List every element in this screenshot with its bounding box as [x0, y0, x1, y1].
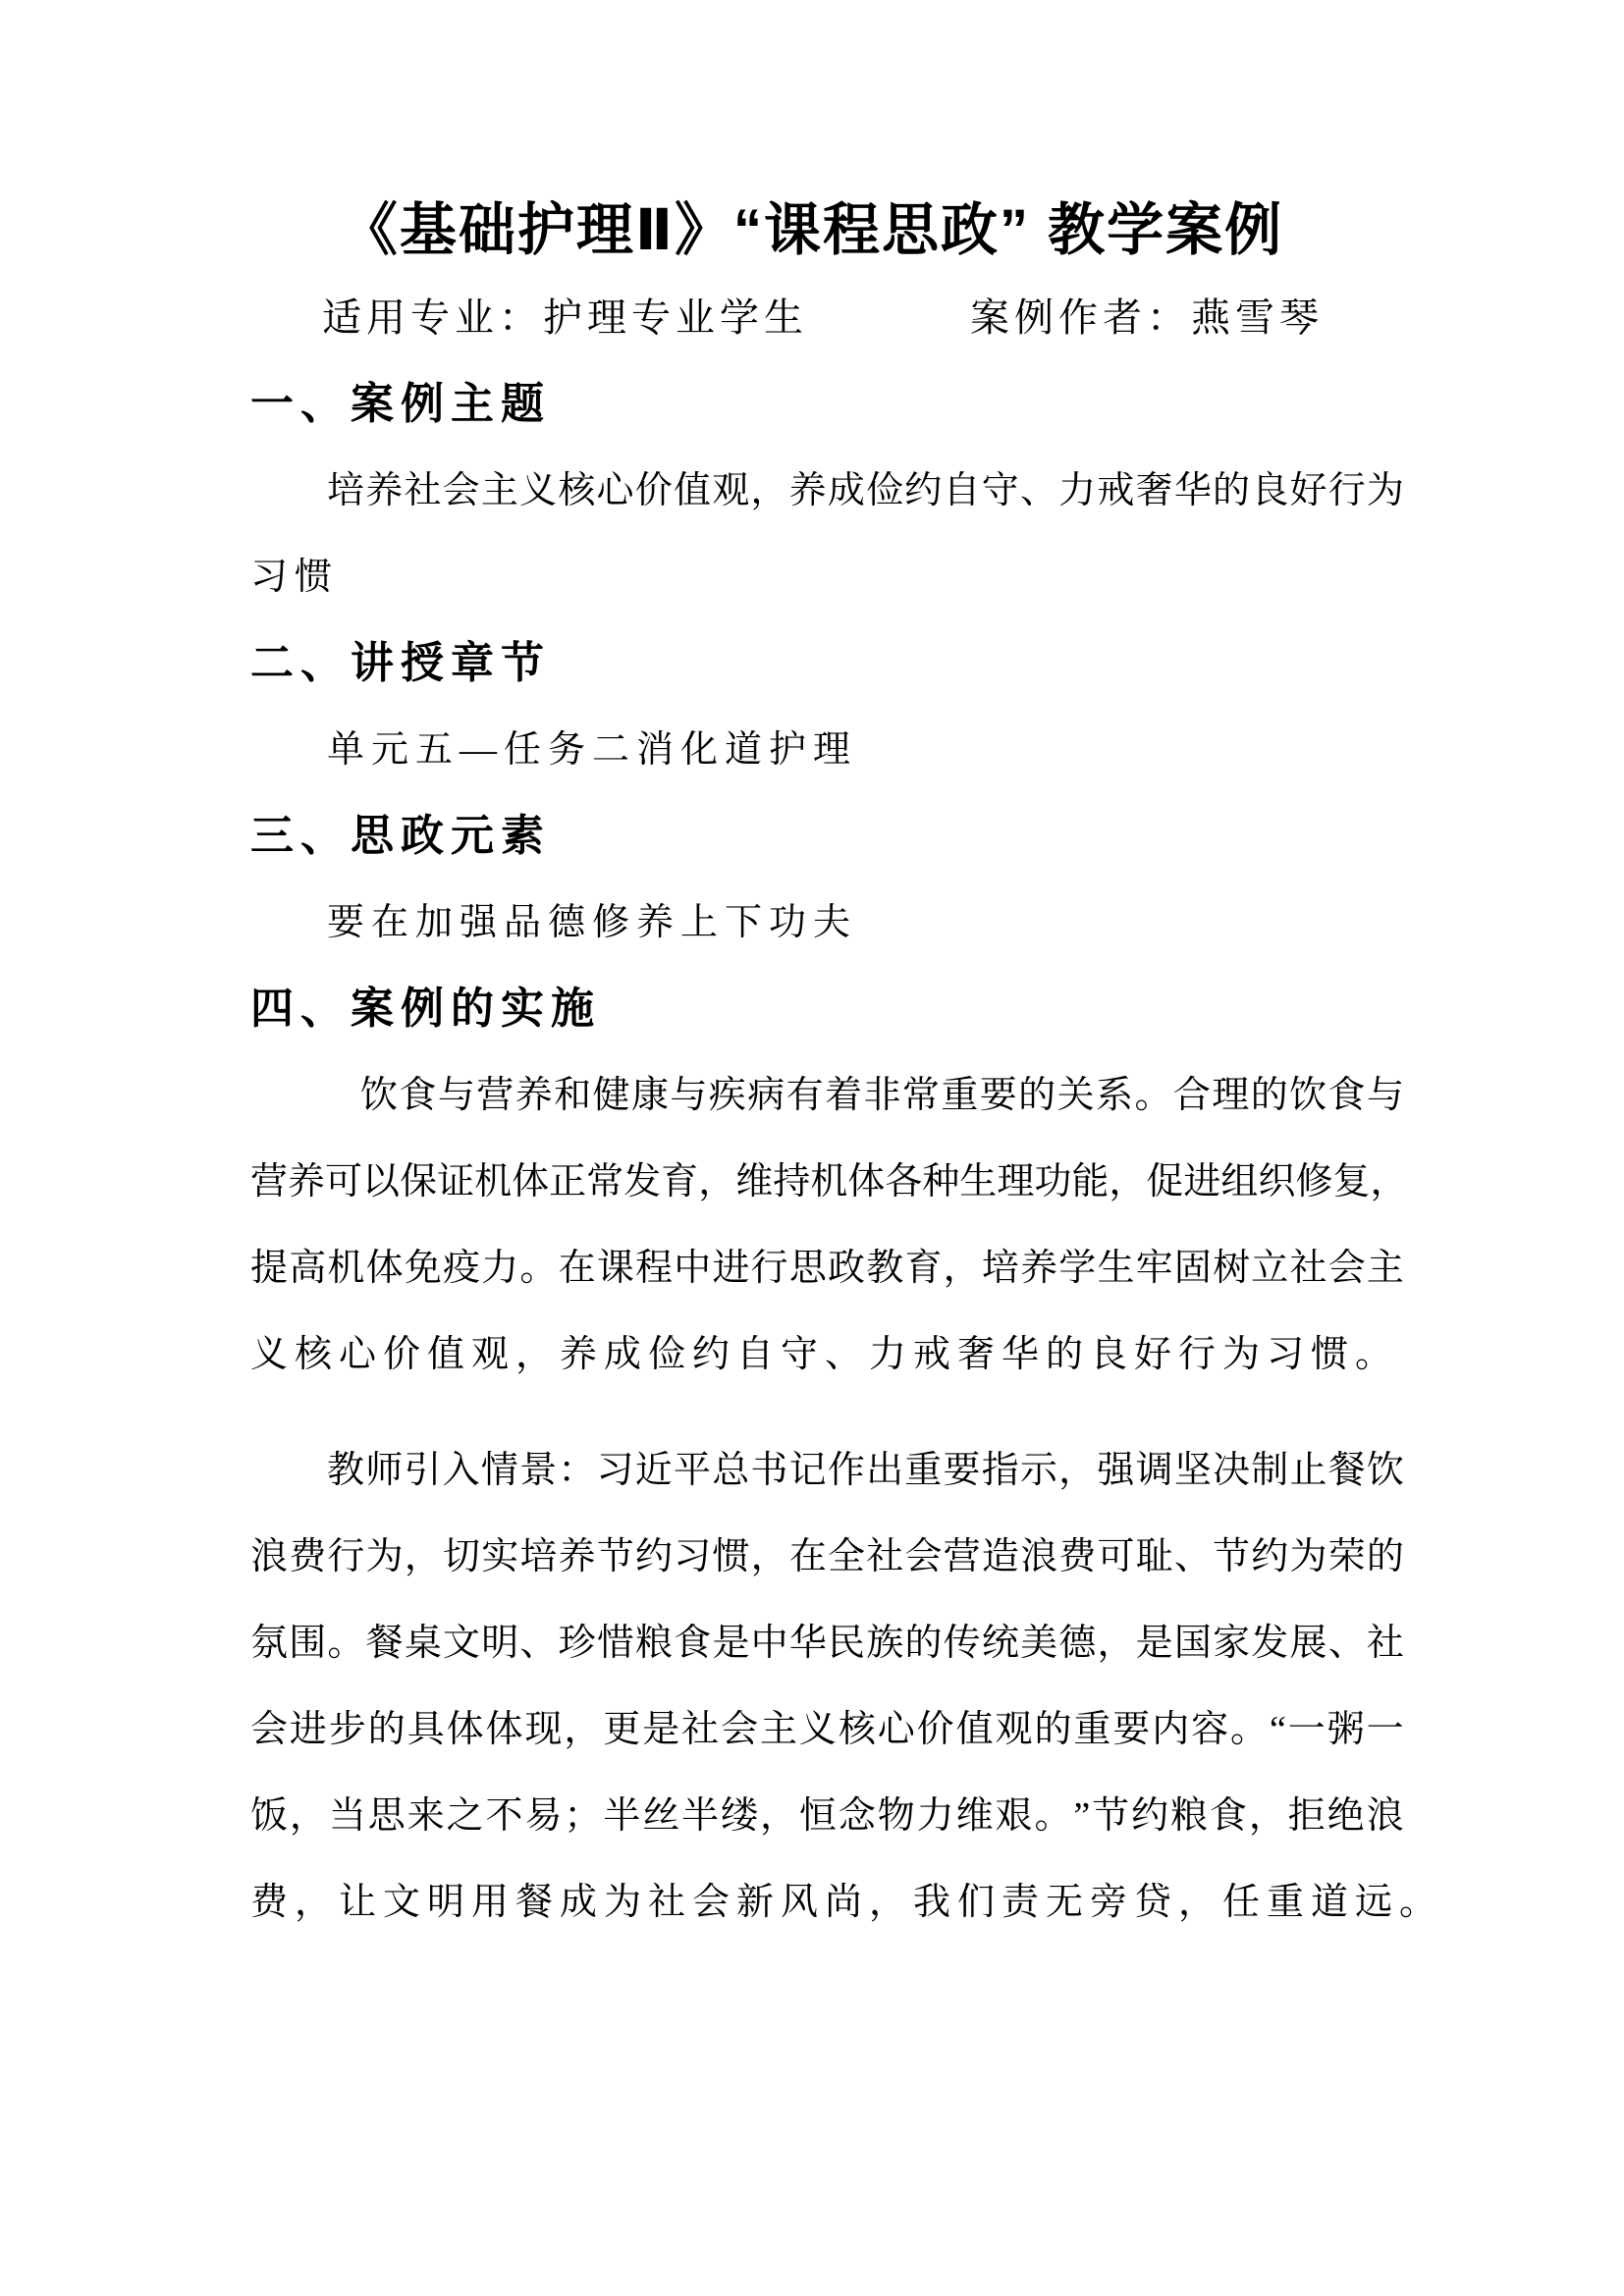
document-content	[250, 275, 1444, 1946]
body-line: 饭 ， 当 思 来 之 不 易 ； 半 丝 半 缕 ， 恒 念 物 力 维 艰 。 ” 节 约 粮 食 ， 拒 绝 浪	[250, 1795, 1404, 1837]
body-line: 义核心价值观，养成俭约自守、力戒奢华的良好行为习惯。	[250, 1334, 1400, 1375]
section-3-heading: 三、思政元素	[250, 812, 551, 860]
body-line: 浪 费 行 为 ， 切 实 培 养 节 约 习 惯 ， 在 全 社 会 营 造 浪 费 可 耻 、 节 约 为 荣 的	[250, 1536, 1404, 1577]
body-line: 培 养 社 会 主 义 核 心 价 值 观 ， 养 成 俭 约 自 守 、 力 戒 奢 华 的 良 好 行 为	[327, 470, 1404, 511]
document-title: 《基础护理Ⅱ》“课程思政” 教学案例	[340, 198, 1284, 262]
section-4-heading: 四、案例的实施	[250, 985, 601, 1033]
body-line: 要在加强品德修养上下功夫	[327, 902, 858, 943]
major-label: 适用专业：护理专业学生	[322, 295, 808, 340]
section-1-heading: 一、案例主题	[250, 380, 551, 428]
body-line: 提 高 机 体 免 疫 力 。 在 课 程 中 进 行 思 政 教 育 ， 培 养 学 生 牢 固 树 立 社 会 主	[250, 1248, 1404, 1289]
body-line: 习惯	[250, 557, 340, 598]
body-line: 饮 食 与 营 养 和 健 康 与 疾 病 有 着 非 常 重 要 的 关 系 。 合 理 的 饮 食 与	[360, 1075, 1404, 1116]
body-line: 教 师 引 入 情 景 ： 习 近 平 总 书 记 作 出 重 要 指 示 ， 强 调 坚 决 制 止 餐 饮	[327, 1450, 1404, 1491]
meta-line	[250, 275, 1404, 361]
section-2-heading: 二、讲授章节	[250, 639, 551, 687]
body-line: 氛 围 。 餐 桌 文 明 、 珍 惜 粮 食 是 中 华 民 族 的 传 统 美 德 ， 是 国 家 发 展 、 社	[250, 1623, 1404, 1664]
author-label: 案例作者：燕雪琴	[970, 295, 1324, 340]
body-line: 会 进 步 的 具 体 体 现 ， 更 是 社 会 主 义 核 心 价 值 观 的 重 要 内 容 。 “ 一 粥 一	[250, 1709, 1404, 1750]
body-line: 营 养 可 以 保 证 机 体 正 常 发 育 ， 维 持 机 体 各 种 生 理 功 能 ， 促 进 组 织 修 复 ，	[250, 1161, 1408, 1202]
body-line: 单元五—任务二消化道护理	[327, 729, 858, 771]
body-line: 费，让文明用餐成为社会新风尚，我们责无旁贷，任重道远。	[250, 1882, 1444, 1923]
